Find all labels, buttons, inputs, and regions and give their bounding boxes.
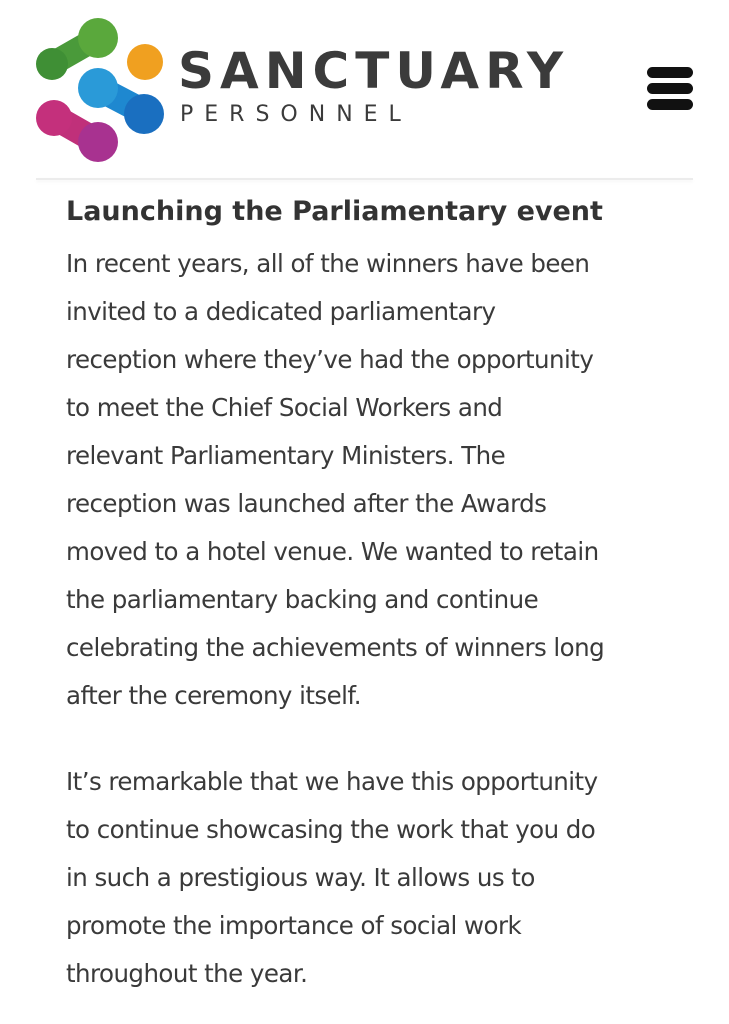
- paragraph-line: promote the importance of social work: [66, 911, 522, 940]
- paragraph-line: to continue showcasing the work that you do: [66, 815, 596, 844]
- paragraph-line: throughout the year.: [66, 959, 308, 988]
- paragraph-line: to meet the Chief Social Workers and: [66, 393, 503, 422]
- paragraph: [66, 758, 706, 998]
- paragraph-line: reception was launched after the Awards: [66, 489, 547, 518]
- article-content: [66, 190, 706, 998]
- site-header: [0, 0, 729, 180]
- sanctuary-personnel-logo[interactable]: [32, 12, 592, 167]
- menu-button[interactable]: [643, 63, 695, 113]
- paragraph-line: celebrating the achievements of winners long: [66, 633, 605, 662]
- paragraph-line: relevant Parliamentary Ministers. The: [66, 441, 506, 470]
- brand-name: SANCTUARY: [178, 42, 570, 100]
- paragraph-line: invited to a dedicated parliamentary: [66, 297, 496, 326]
- paragraph-line: the parliamentary backing and continue: [66, 585, 539, 614]
- sanctuary-logo-mark-icon: [32, 12, 172, 167]
- paragraph-line: It’s remarkable that we have this opportunity: [66, 767, 598, 796]
- paragraph: [66, 240, 706, 720]
- header-divider: [36, 178, 693, 180]
- hamburger-menu-icon: [647, 99, 693, 110]
- paragraph-line: in such a prestigious way. It allows us to: [66, 863, 535, 892]
- hamburger-menu-icon: [647, 67, 693, 78]
- paragraph-line: In recent years, all of the winners have been: [66, 249, 590, 278]
- paragraph-line: reception where they’ve had the opportunity: [66, 345, 594, 374]
- section-heading: Launching the Parliamentary event: [66, 196, 603, 227]
- paragraph-line: moved to a hotel venue. We wanted to retain: [66, 537, 599, 566]
- paragraph-line: after the ceremony itself.: [66, 681, 361, 710]
- hamburger-menu-icon: [647, 83, 693, 94]
- brand-subtitle: PERSONNEL: [180, 102, 412, 127]
